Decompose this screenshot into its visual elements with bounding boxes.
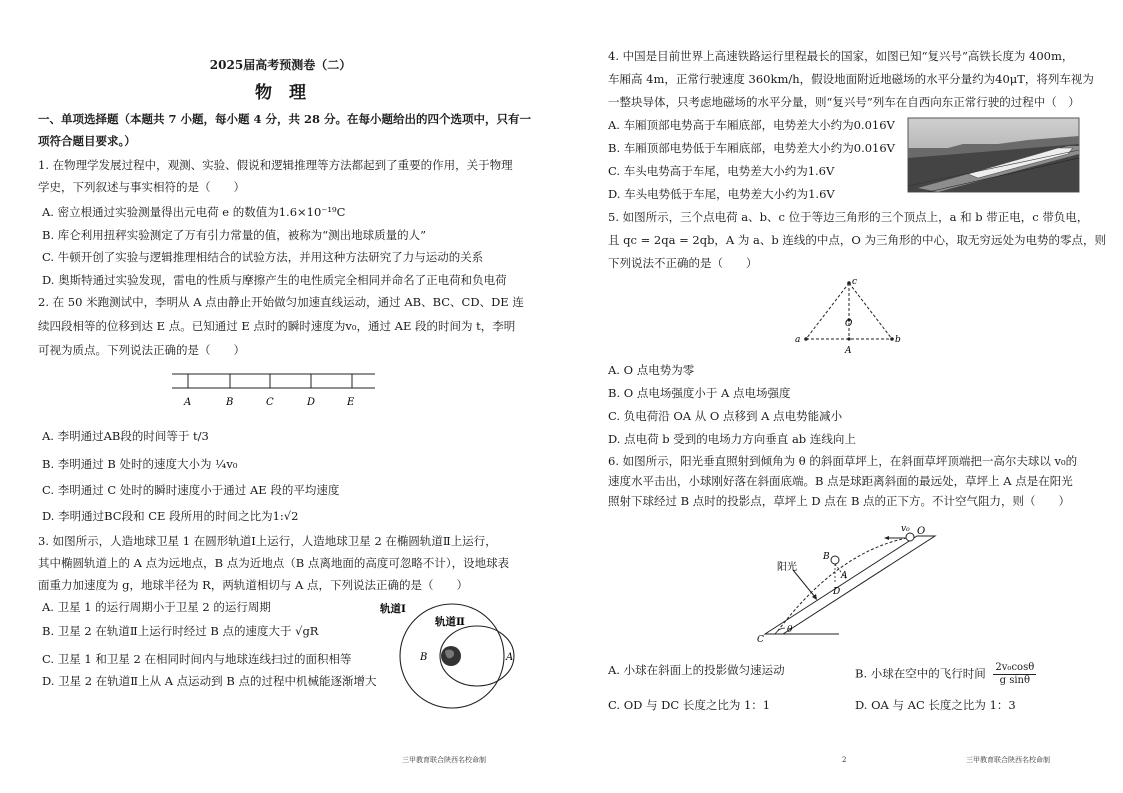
q1-stem: 1. 在物理学发展过程中，观测、实验、假说和逻辑推理等方法都起到了重要的作用，关于物理	[38, 158, 513, 172]
point-o-label: O	[917, 526, 926, 537]
sunlight-label: 阳光	[777, 562, 797, 573]
left-footer: 三甲教育联合陕西名校命制	[402, 756, 486, 764]
orbit-point-b: B	[420, 652, 428, 663]
orbit-2-label: 轨道Ⅱ	[435, 616, 465, 628]
point-b-label: B	[823, 552, 830, 562]
train-photo	[908, 118, 1079, 192]
point-c-label: C	[757, 635, 764, 645]
q2-stem-end: 可视为质点。下列说法正确的是（ ）	[38, 343, 245, 357]
q6-golf-diagram	[757, 522, 947, 644]
q4-option-c: C. 车头电势高于车尾，电势差大小约为1.6V	[608, 164, 835, 178]
section-heading-cont: 项符合题目要求。）	[38, 134, 136, 148]
q5-stem-cont: 且 qc = 2qa = 2qb，A 为 a、b 连线的中点，O 为三角形的中心，取无穷远处为电势的零点，则	[608, 233, 1106, 247]
q3-stem: 3. 如图所示，人造地球卫星 1 在圆形轨道Ⅰ上运行，人造地球卫星 2 在椭圆轨道Ⅱ上运行，	[38, 534, 497, 548]
q3-option-d: D. 卫星 2 在轨道Ⅱ上从 A 点运动到 B 点的过程中机械能逐渐增大	[42, 674, 377, 688]
ball-trajectory	[777, 538, 907, 632]
q3-option-c: C. 卫星 1 和卫星 2 在相同时间内与地球连线扫过的面积相等	[42, 652, 352, 666]
orbit-1-label: 轨道Ⅰ	[380, 603, 406, 615]
q3-stem-cont: 其中椭圆轨道上的 A 点为远地点，B 点为近地点（B 点离地面的高度可忽略不计），设地球表	[38, 556, 510, 570]
point-label-b: B	[226, 397, 234, 408]
q6-option-b-fraction	[993, 662, 1036, 687]
q3-stem-end: 面重力加速度为 g，地球半径为 R，两轨道相切与 A 点，下列说法正确的是（ ）	[38, 578, 468, 592]
subject-title: 物 理	[255, 83, 306, 103]
q2-option-b: B. 李明通过 B 处时的速度大小为 ¼v₀	[42, 457, 238, 471]
golf-ball-icon	[906, 533, 914, 541]
q4-stem: 4. 中国是目前世界上高速铁路运行里程最长的国家，如图已知“复兴号”高铁长度为 400m，	[608, 49, 1074, 63]
q2-option-c: C. 李明通过 C 处时的瞬时速度小于通过 AE 段的平均速度	[42, 483, 340, 497]
q5-stem: 5. 如图所示，三个点电荷 a、b、c 位于等边三角形的三个顶点上，a 和 b 带正电，c 带负电，	[608, 210, 1089, 224]
q2-option-d: D. 李明通过BC段和 CE 段所用的时间之比为1:√2	[42, 509, 299, 523]
q4-stem-cont: 车厢高 4m，正常行驶速度 360km/h，假设地面附近地磁场的水平分量约为40μT，将列车视为	[608, 72, 1094, 86]
q1-option-a: A. 密立根通过实验测量得出元电荷 e 的数值为1.6×10⁻¹⁹C	[42, 205, 346, 219]
point-label-a: A	[184, 397, 192, 408]
q1-option-d: D. 奥斯特通过实验发现，雷电的性质与摩擦产生的电性质完全相同并命名了正电荷和负电荷	[42, 273, 507, 287]
charge-label-c: c	[852, 277, 858, 287]
fraction-numerator: 2v₀cosθ	[995, 662, 1035, 673]
right-footer: 三甲教育联合陕西名校命制	[966, 756, 1050, 764]
q1-option-c: C. 牛顿开创了实验与逻辑推理相结合的试验方法，并用这种方法研究了力与运动的关系	[42, 250, 484, 264]
q2-stem-cont: 续四段相等的位移到达 E 点。已知通过 E 点时的瞬时速度为v₀，通过 AE 段的时间为 t，李明	[38, 319, 516, 333]
q6-option-b-prefix: B. 小球在空中的飞行时间	[855, 666, 986, 681]
q2-track-diagram	[170, 368, 380, 412]
charge-label-b: b	[895, 335, 901, 345]
midpoint-label-a: A	[845, 346, 852, 356]
q2-stem: 2. 在 50 米跑测试中，李明从 A 点由静止开始做匀加速直线运动，通过 AB、BC、CD、DE 连	[38, 295, 524, 309]
q2-option-a: A. 李明通过AB段的时间等于 t/3	[42, 429, 209, 443]
point-a-label: A	[841, 571, 848, 581]
exam-title: 2025届高考预测卷（二）	[209, 58, 352, 72]
q4-option-d: D. 车头电势低于车尾，电势差大小约为1.6V	[608, 187, 835, 201]
right-page	[561, 0, 1123, 793]
q6-option-a: A. 小球在斜面上的投影做匀速运动	[608, 663, 785, 677]
page-number: 2	[842, 756, 847, 764]
charge-label-a: a	[795, 335, 801, 345]
point-label-d: D	[307, 397, 316, 408]
q3-option-b: B. 卫星 2 在轨道Ⅱ上运行时经过 B 点的速度大于 √gR	[42, 624, 319, 638]
q6-option-d: D. OA 与 AC 长度之比为 1：3	[855, 698, 1016, 712]
q6-stem: 6. 如图所示，阳光垂直照射到倾角为 θ 的斜面草坪上，在斜面草坪顶端把一高尔夫球以 v₀的	[608, 454, 1078, 468]
q6-stem-cont: 速度水平击出，小球刚好落在斜面底端。B 点是球距离斜面的最远处，草坪上 A 点是在阳光	[608, 474, 1073, 488]
q6-option-c: C. OD 与 DC 长度之比为 1：1	[608, 698, 771, 712]
angle-theta-label: θ	[787, 625, 793, 635]
q6-stem-end: 照射下球经过 B 点时的投影点，草坪上 D 点在 B 点的正下方。不计空气阻力，则（ ）	[608, 494, 1071, 508]
sun-ray-arrow	[793, 570, 815, 597]
q5-option-a: A. O 点电势为零	[608, 363, 695, 377]
q4-option-a: A. 车厢顶部电势高于车厢底部，电势差大小约为0.016V	[608, 118, 895, 132]
velocity-label: v₀	[901, 524, 910, 534]
orbit-point-a: A	[506, 652, 514, 663]
q3-orbit-diagram	[375, 598, 525, 713]
q6-option-b	[855, 662, 1036, 687]
q4-stem-end: 一整块导体，只考虑地磁场的水平分量，则“复兴号”列车在自西向东正常行驶的过程中（ ）	[608, 95, 1080, 109]
q5-stem-end: 下列说法不正确的是（ ）	[608, 256, 758, 270]
point-label-c: C	[266, 397, 274, 408]
left-page	[0, 0, 561, 793]
q1-option-b: B. 库仑利用扭秤实验测定了万有引力常量的值，被称为“测出地球质量的人”	[42, 228, 427, 242]
q5-option-d: D. 点电荷 b 受到的电场力方向垂直 ab 连线向上	[608, 432, 856, 446]
q4-option-b: B. 车厢顶部电势低于车厢底部，电势差大小约为0.016V	[608, 141, 895, 155]
point-label-e: E	[347, 397, 355, 408]
q5-option-b: B. O 点电场强度小于 A 点电场强度	[608, 386, 791, 400]
section-heading: 一、单项选择题（本题共 7 小题，每小题 4 分，共 28 分。在每小题给出的四个选项中，只有一	[38, 112, 532, 126]
q5-triangle-diagram	[789, 275, 899, 357]
fraction-denominator: g sinθ	[999, 675, 1030, 686]
q5-option-c: C. 负电荷沿 OA 从 O 点移到 A 点电势能减小	[608, 409, 843, 423]
q1-stem-cont: 学史，下列叙述与事实相符的是（ ）	[38, 180, 245, 194]
point-d-label: D	[833, 587, 841, 597]
q3-option-a: A. 卫星 1 的运行周期小于卫星 2 的运行周期	[42, 600, 271, 614]
center-label-o: O	[845, 319, 853, 329]
